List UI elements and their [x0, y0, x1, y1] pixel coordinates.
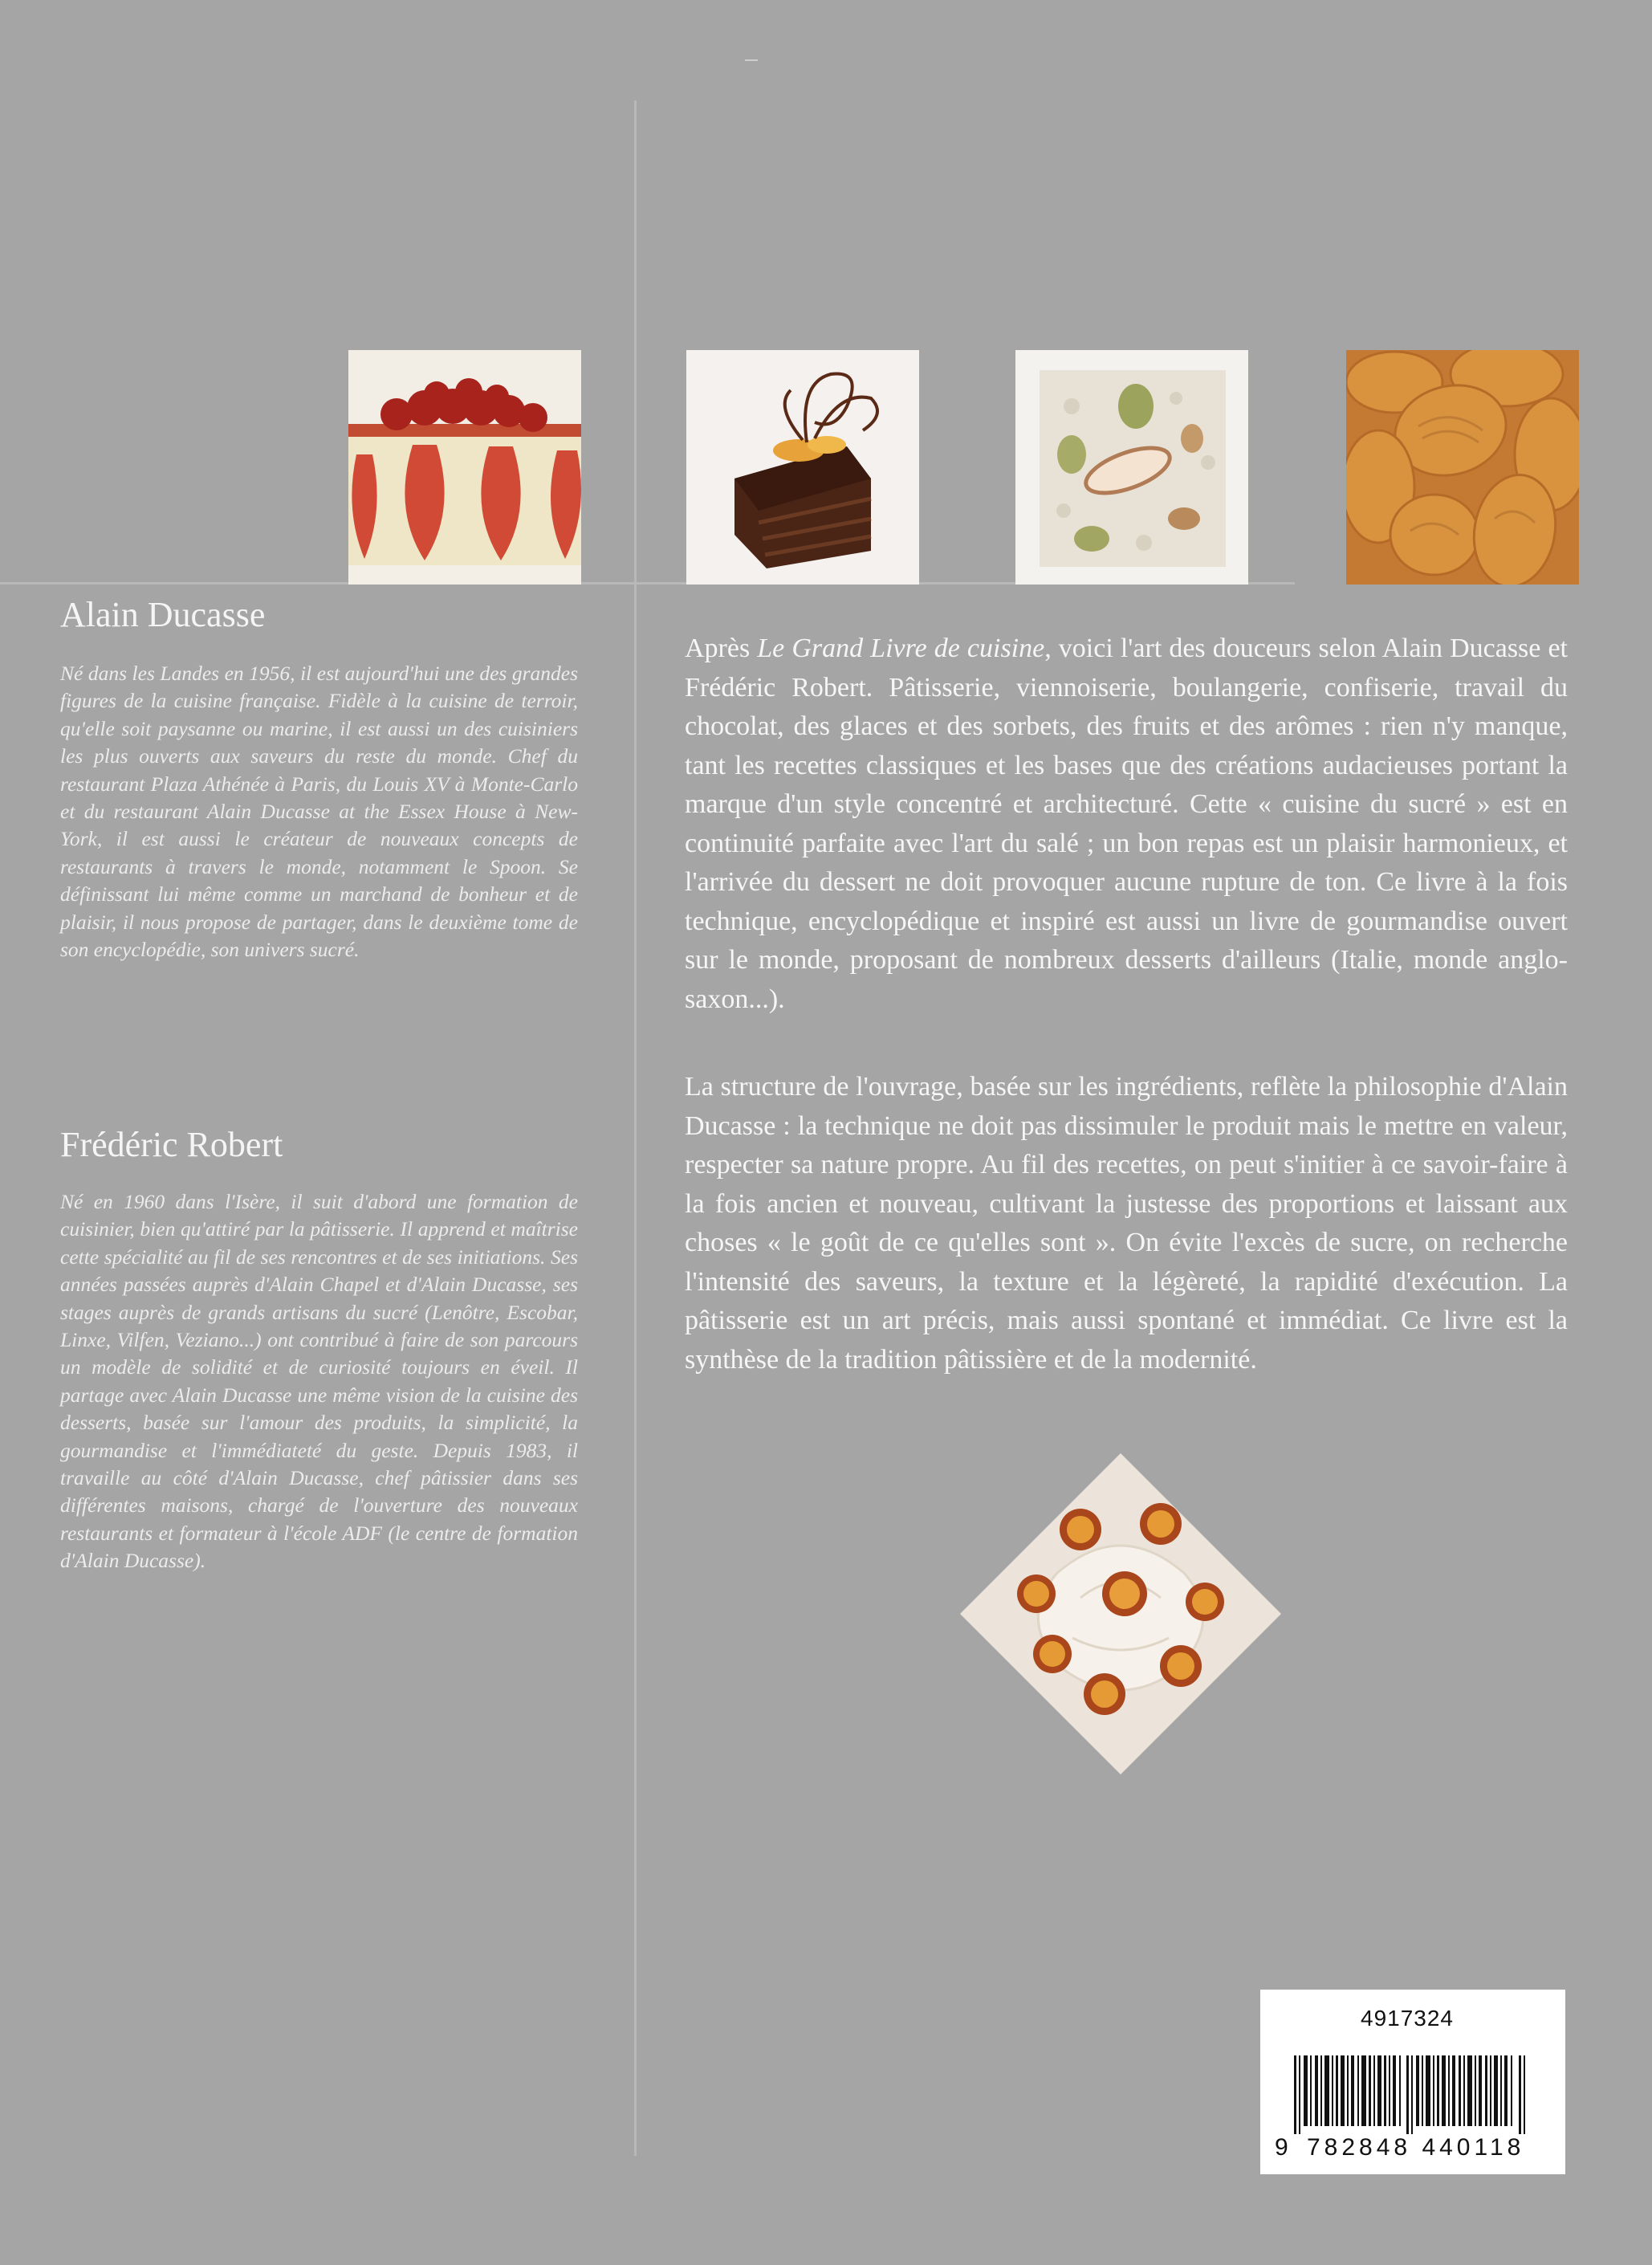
nougat-icon: [1015, 350, 1248, 585]
barcode-sticker: [1260, 1990, 1565, 2174]
para1-rest: , voici l'art des douceurs selon Alain Ducasse et Frédéric Robert. Pâtisserie, viennoiserie, boulangerie, confiserie, travail du chocolat, des glaces et des sorbets, des fruits et des arômes : rien n'y manque, tant les recettes classiques et les bases que des créations audacieuses portant la marque d'un style concentré et architecturé. Cette « cuisine du sucré » est en continuité parfaite avec l'art du salé ; un bon repas est un plaisir harmonieux, et l'arrivée du dessert ne doit provoquer aucune rupture de ton. Ce livre à la fois technique, encyclopédique et inspiré est aussi un livre de gourmandise ouvert sur le monde, proposant de nombreux desserts d'ailleurs (Italie, monde anglo-saxon...).: [685, 633, 1568, 1014]
nougat-photo: [1015, 350, 1248, 585]
vertical-divider: [634, 100, 637, 2156]
madeleines-photo: [1346, 350, 1579, 585]
description-paragraph-1: [685, 629, 1568, 1019]
barcode-icon: [1294, 2055, 1527, 2134]
stock-code: 4917324: [1361, 2006, 1455, 2031]
description-paragraph-2: La structure de l'ouvrage, basée sur les ingrédients, reflète la philosophie d'Alain Ducasse : la technique ne doit pas dissimuler le produit mais le mettre en valeur, respecter sa nature propre. Au fil des recettes, on peut s'initier à ce savoir-faire à la fois ancien et nouveau, cultivant la justesse des proportions et laissant aux choses « le goût de ce qu'elles sont ». On évite l'excès de sucre, on recherche l'intensité des saveurs, la texture et la légèreté, la rapidité d'exécution. La pâtisserie est un art précis, mais aussi spontané et immédiat. Ce livre est la synthèse de la tradition pâtissière et de la modernité.: [685, 1072, 1568, 1375]
apricot-dessert-icon: [960, 1453, 1281, 1774]
strawberry-cake-icon: [348, 350, 581, 585]
para1-lead: Après: [685, 633, 758, 663]
chocolate-cake-photo: [686, 350, 919, 585]
top-mark: [745, 59, 758, 61]
author-bio-alain-ducasse: Né dans les Landes en 1956, il est aujourd'hui une des grandes figures de la cuisine française. Fidèle à la cuisine de terroir, qu'elle soit paysanne ou marine, il est aussi un des cuisiniers les plus ouverts aux saveurs du reste du monde. Chef du restaurant Plaza Athénée à Paris, du Louis XV à Monte-Carlo et du restaurant Alain Ducasse at the Essex House à New-York, il est aussi le créateur de nouveaux concepts de restaurants à travers le monde, notamment le Spoon. Se définissant lui même comme un marchand de bonheur et de plaisir, il nous propose de partager, dans le deuxième tome de son encyclopédie, son univers sucré.: [60, 662, 578, 962]
dessert-photo: [960, 1453, 1281, 1774]
chocolate-cake-slice-icon: [686, 350, 919, 585]
author-bio-frederic-robert: Né en 1960 dans l'Isère, il suit d'abord une formation de cuisinier, bien qu'attiré par la pâtisserie. Il apprend et maîtrise cette spécialité au fil de ses rencontres et de ses initiations. Ses années passées auprès d'Alain Chapel et d'Alain Ducasse, ses stages auprès de grands artisans du sucré (Lenôtre, Escobar, Linxe, Vilfen, Veziano...) ont contribué à faire de son parcours un modèle de solidité et de curiosité toujours en éveil. Il partage avec Alain Ducasse une même vision de la cuisine des desserts, basée sur l'amour des produits, la simplicité, la gourmandise et l'immédiateté du geste. Depuis 1983, il travaille au côté d'Alain Ducasse, chef pâtissier dans ses différentes maisons, chargé de l'ouverture des nouveaux restaurants et formateur à l'école ADF (le centre de formation d'Alain Ducasse).: [60, 1190, 578, 1573]
strawberry-cake-photo: [348, 350, 581, 585]
author-name-frederic-robert: Frédéric Robert: [60, 1125, 283, 1164]
author-name-alain-ducasse: Alain Ducasse: [60, 595, 266, 634]
isbn-digits: 782848 440118: [1307, 2134, 1525, 2161]
madeleines-icon: [1346, 350, 1579, 585]
isbn-prefix: 9: [1275, 2134, 1288, 2161]
book-title-reference: Le Grand Livre de cuisine: [757, 633, 1045, 663]
